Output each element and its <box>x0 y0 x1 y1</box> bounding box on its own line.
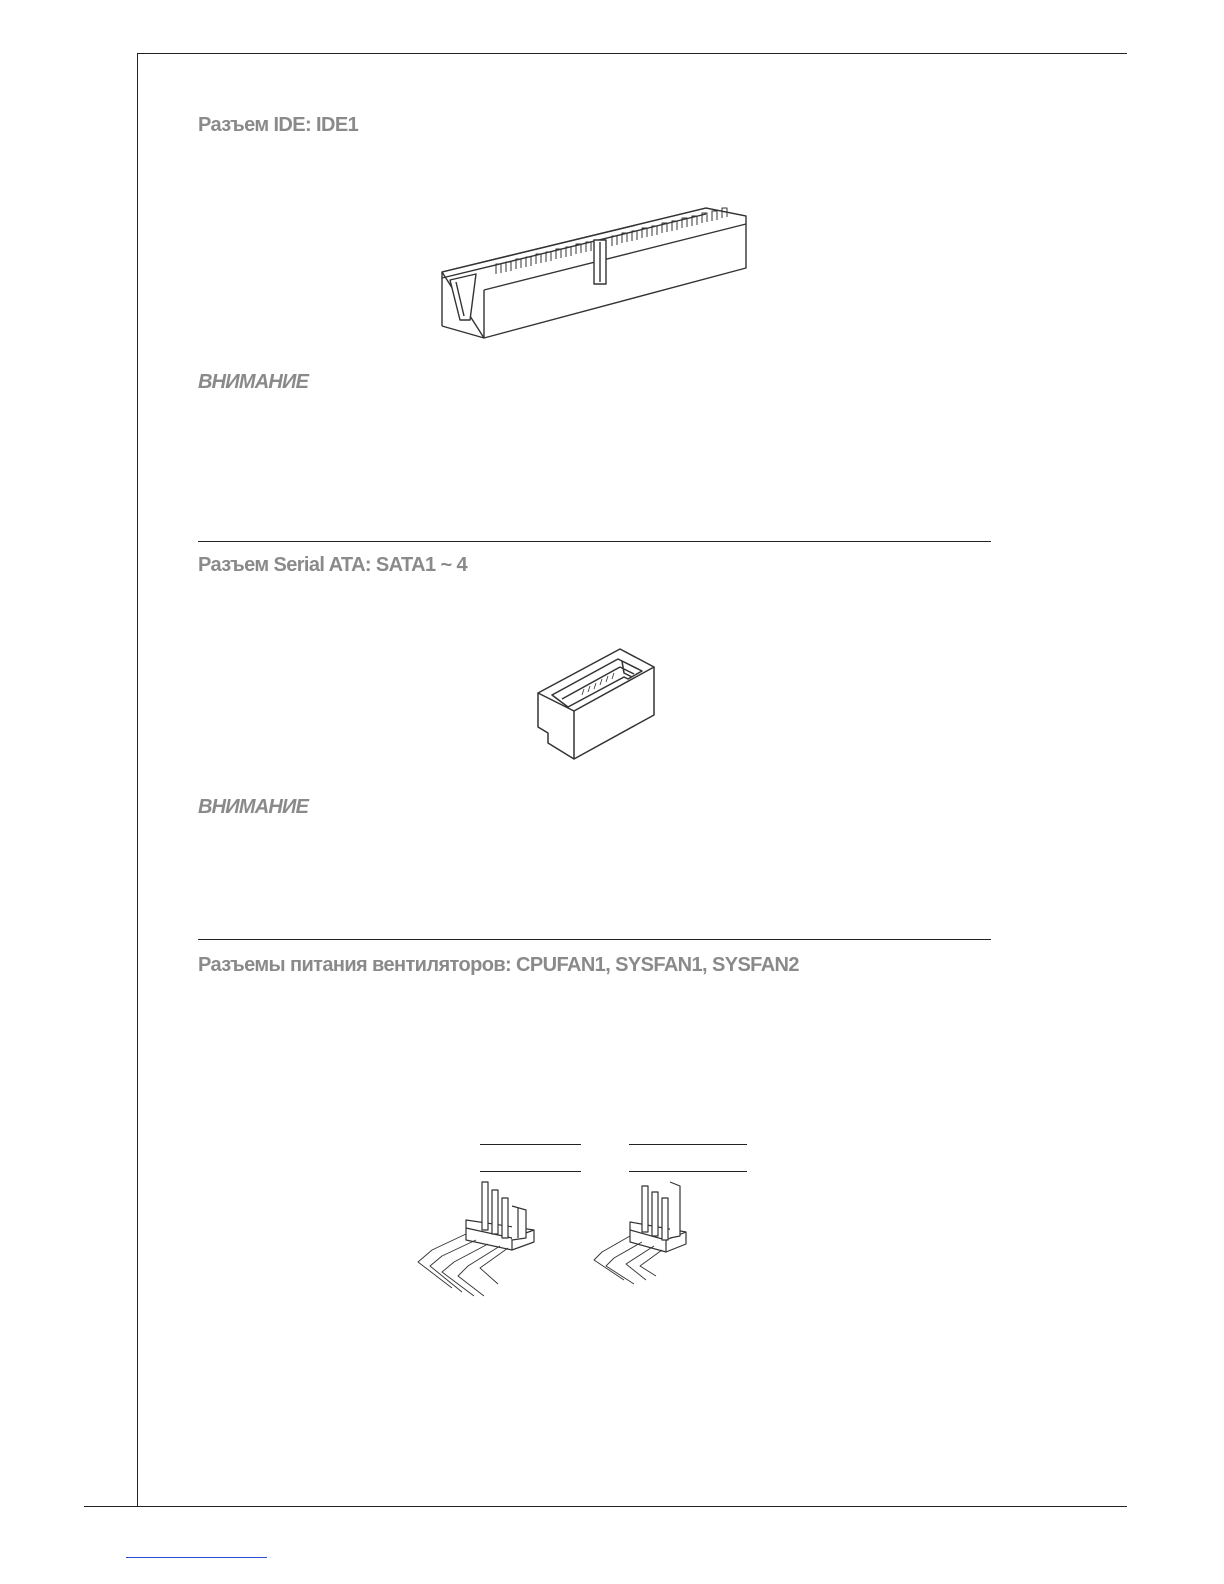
fan-connector-3pin-drawing <box>590 1176 696 1286</box>
fan3-label-line-bottom <box>629 1171 747 1172</box>
footer-link-underline[interactable] <box>126 1557 267 1558</box>
sata-caution-heading: ВНИМАНИЕ <box>198 796 309 818</box>
page-bottom-rule <box>84 1506 1127 1507</box>
ide-section-heading: Разъем IDE: IDE1 <box>198 114 359 136</box>
section-divider-2 <box>198 939 991 940</box>
fan3-label-line-top <box>629 1144 747 1145</box>
ide-connector-drawing <box>436 202 752 344</box>
page-left-rule <box>137 53 138 1507</box>
ide-caution-heading: ВНИМАНИЕ <box>198 371 309 393</box>
page-top-rule <box>137 53 1127 54</box>
fan4-label-line-bottom <box>480 1171 581 1172</box>
section-divider-1 <box>198 541 991 542</box>
fan-section-heading: Разъемы питания вентиляторов: CPUFAN1, SYSFAN1, SYSFAN2 <box>198 954 799 976</box>
sata-section-heading: Разъем Serial ATA: SATA1 ~ 4 <box>198 554 468 576</box>
sata-connector-drawing <box>532 643 662 765</box>
fan4-label-line-top <box>480 1144 581 1145</box>
fan-connector-4pin-drawing <box>412 1176 544 1298</box>
